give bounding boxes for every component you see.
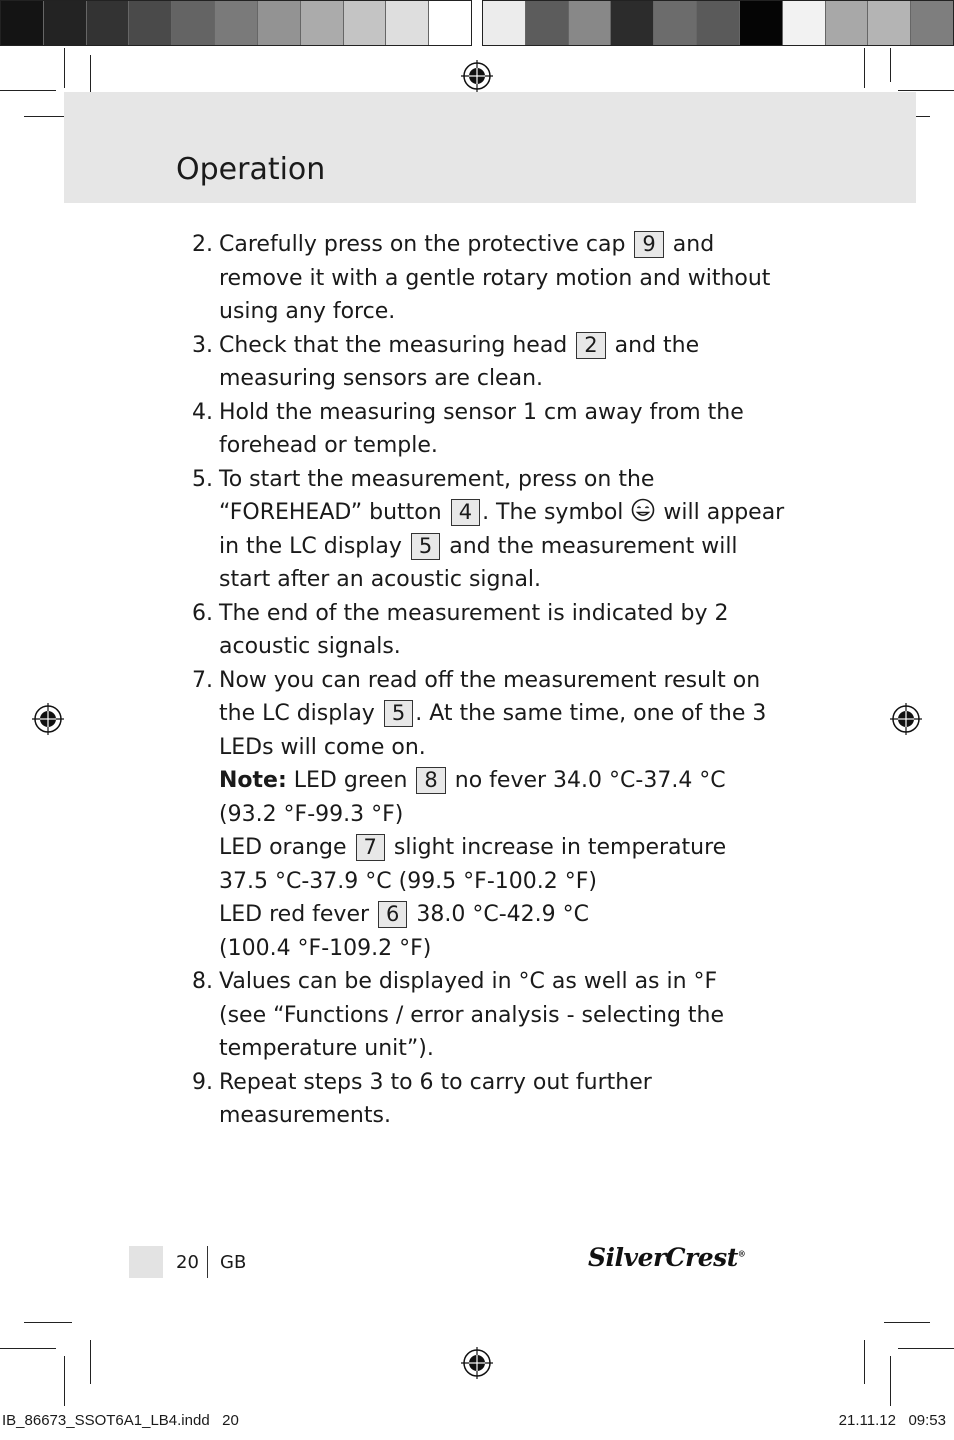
footer-tab (129, 1246, 163, 1278)
step-text (219, 228, 792, 329)
led-red-label: LED red fever (219, 902, 370, 927)
led-red-range-f: (100.4 °F-109.2 °F) (219, 935, 432, 961)
step-text: The end of the measurement is indicated by 2 acoustic signals. (219, 600, 729, 659)
text-run: and the measuring sensors are clean. (219, 332, 700, 391)
crop-mark (24, 1322, 72, 1323)
text-run: Values can be displayed in °C as well as in °F (219, 969, 718, 994)
text-run: Check that the measuring head (219, 332, 568, 358)
file-slug: IB_86673_SSOT6A1_LB4.indd 20 (2, 1412, 239, 1429)
text-run: (see “Functions / error analysis - selecting the temperature unit”). (219, 1002, 725, 1061)
color-swatch (258, 1, 301, 45)
page-language: GB (220, 1252, 247, 1273)
color-swatch (826, 1, 869, 45)
registration-mark-icon (890, 703, 922, 735)
color-bar-left (0, 0, 472, 46)
step-number: 5. (192, 466, 213, 492)
led-orange-range: 37.5 °C-37.9 °C (99.5 °F-100.2 °F) (219, 868, 597, 894)
color-bar-right (482, 0, 954, 46)
text-run: Carefully press on the protective cap (219, 232, 626, 257)
registration-mark-icon (461, 1347, 493, 1379)
print-timestamp: 21.11.12 09:53 (838, 1412, 946, 1429)
step-text: Hold the measuring sensor 1 cm away from the forehead or temple. (219, 399, 744, 458)
step-3 (192, 329, 792, 396)
crop-mark (884, 1322, 930, 1323)
color-swatch (697, 1, 740, 45)
led-orange-text: slight increase in temperature (393, 835, 727, 860)
registration-mark-icon (32, 703, 64, 735)
color-swatch (429, 1, 471, 45)
step-text (219, 329, 792, 396)
step-6 (192, 597, 792, 664)
step-text (219, 965, 792, 1066)
color-swatch (569, 1, 612, 45)
text-run: To start the measurement, press on the “FOREHEAD” button (219, 466, 655, 525)
page-number: 20 (176, 1252, 199, 1273)
color-swatch (129, 1, 172, 45)
color-swatch (783, 1, 826, 45)
crop-mark (898, 1348, 954, 1349)
step-9 (192, 1066, 792, 1133)
color-swatch (654, 1, 697, 45)
color-swatch (215, 1, 258, 45)
color-swatch (44, 1, 87, 45)
part-number-box: 4 (451, 499, 480, 526)
step-5 (192, 463, 792, 597)
crop-mark (864, 48, 865, 88)
brand-name: SilverCrest (588, 1243, 738, 1272)
step-4 (192, 396, 792, 463)
color-swatch (344, 1, 387, 45)
color-swatch (526, 1, 569, 45)
step-number: 7. (192, 667, 213, 693)
part-number-box: 5 (411, 533, 440, 560)
color-swatch (611, 1, 654, 45)
part-number-box: 9 (634, 231, 663, 258)
part-number-box: 8 (416, 767, 445, 794)
step-text: Repeat steps 3 to 6 to carry out further measurements. (219, 1069, 652, 1128)
note-label: Note: (219, 768, 287, 793)
part-number-box: 7 (356, 834, 385, 861)
led-green-range-f: (93.2 °F-99.3 °F) (219, 801, 404, 827)
steps-list (192, 228, 792, 1133)
color-swatch (87, 1, 130, 45)
text-run: . The symbol (482, 500, 624, 525)
color-swatch (301, 1, 344, 45)
color-swatch (1, 1, 44, 45)
text-run: and remove it with a gentle rotary motion and without using any force. (219, 232, 771, 324)
crop-mark (0, 90, 56, 91)
step-number: 6. (192, 600, 213, 626)
section-title: Operation (176, 152, 326, 187)
part-number-box: 2 (576, 332, 605, 359)
brand-trademark: ® (737, 1248, 746, 1259)
crop-mark (90, 1340, 91, 1384)
brand-logo (588, 1243, 745, 1272)
step-text (219, 463, 792, 597)
text-run: . At the same time, one of the 3 LEDs will come on. (219, 701, 767, 760)
color-swatch (868, 1, 911, 45)
color-swatch (386, 1, 429, 45)
crop-mark (64, 1356, 65, 1406)
text-run: and the measurement will start after an acoustic signal. (219, 533, 738, 592)
text-run: will appear in the LC display (219, 500, 785, 559)
step-2 (192, 228, 792, 329)
step-7 (192, 664, 792, 966)
led-green-range: no fever 34.0 °C-37.4 °C (454, 768, 726, 793)
crop-mark (64, 48, 65, 88)
color-swatch (483, 1, 526, 45)
registration-mark-icon (461, 60, 493, 92)
led-green-label: LED green (293, 768, 408, 793)
smiley-face-icon (630, 498, 656, 522)
crop-mark (864, 1340, 865, 1384)
crop-mark (0, 1348, 56, 1349)
led-orange-label: LED orange (219, 835, 347, 860)
part-number-box: 6 (378, 901, 407, 928)
color-swatch (911, 1, 953, 45)
color-swatch (740, 1, 783, 45)
crop-mark (890, 48, 891, 82)
color-swatch (172, 1, 215, 45)
crop-mark (898, 90, 954, 91)
step-8 (192, 965, 792, 1066)
led-red-range: 38.0 °C-42.9 °C (416, 902, 590, 927)
footer-divider (207, 1246, 208, 1278)
step-number: 4. (192, 399, 213, 425)
step-text (219, 664, 792, 966)
step-number: 8. (192, 969, 213, 994)
step-number: 3. (192, 332, 213, 358)
step-number: 2. (192, 232, 213, 257)
text-run: Now you can read off the measurement result on the LC display (219, 667, 761, 726)
crop-mark (890, 1356, 891, 1406)
part-number-box: 5 (384, 700, 413, 727)
step-number: 9. (192, 1069, 213, 1095)
